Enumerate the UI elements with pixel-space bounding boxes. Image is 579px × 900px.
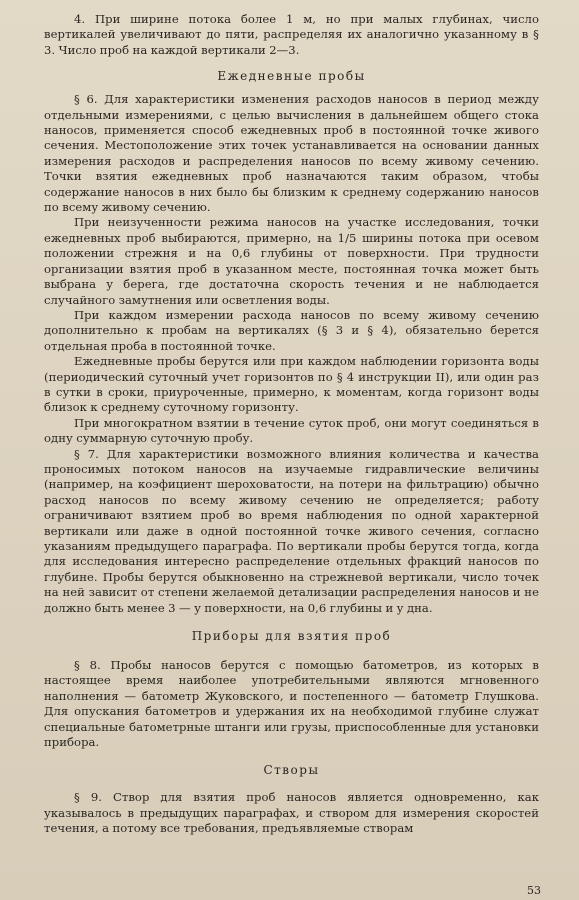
section-heading-daily-samples: Ежедневные пробы <box>217 69 366 84</box>
paragraph-section-6-point-selection: При неизученности режима наносов на участке исследования, точки ежедневных проб выбираются, примерно, на 1/5 ширины потока при осевом положении стрежня и на 0,6 глубины от поверхности. При трудности организации взятия проб в указанном месте, постоянная точка может быть выбрана у берега, где достаточна скорость течения и не наблюдается случайного замутнения или осветления воды. <box>44 215 539 307</box>
paragraph-intro: 4. При ширине потока более 1 м, но при малых глубинах, число вертикалей увеличивают до пяти, распределяя их аналогично указанному в § 3. Число проб на каждой вертикали 2—3. <box>44 12 539 57</box>
section-heading-sections: Створы <box>263 763 320 778</box>
page-number: 53 <box>527 884 541 897</box>
paragraph-section-6-combined-sample: При многократном взятии в течение суток проб, они могут соединяться в одну суммарную суточную пробу. <box>44 415 539 446</box>
paragraph-section-6-daily-timing: Ежедневные пробы берутся или при каждом наблюдении горизонта воды (периодический суточный учет горизонтов по § 4 инструкции II), или один раз в сутки в сроки, приуроченные, примерно, к моментам, когда горизонт воды близок к среднему суточному горизонту. <box>44 354 539 415</box>
section-heading-instruments: Приборы для взятия проб <box>191 629 392 644</box>
paragraph-section-7: § 7. Для характеристики возможного влияния количества и качества проносимых потоком наносов на изучаемые гидравлические величины (например, на коэфициент шероховатости, на потери на фильтрацию) обычно расход наносов по всему живому сечению не определяется; работу ограничивают взятием проб во время наблюдения по одной характерной вертикали или даже в одной постоянной точке живого сечения, согласно указаниям предыдущего параграфа. По вертикали пробы берутся тогда, когда для исследования интересно распределение отдельных фракций наносов по глубине. Пробы берутся обыкновенно на стрежневой вертикали, число точек на ней зависит от степени желаемой детализации распределения наносов и не должно быть менее 3 — у поверхности, на 0,6 глубины и у дна. <box>44 446 539 615</box>
paragraph-section-6-additional-sample: При каждом измерении расхода наносов по всему живому сечению дополнительно к пробам на вертикалях (§ 3 и § 4), обязательно берется отдельная проба в постоянной точке. <box>44 307 539 353</box>
paragraph-section-6: § 6. Для характеристики изменения расходов наносов в период между отдельными измерениями, с целью вычисления в дальнейшем общего стока наносов, применяется способ ежедневных проб в постоянной точке живого сечения. Местоположение этих точек устанавливается на основании данных измерения расходов и распределения наносов по всему живому сечению. Точки взятия ежедневных проб назначаются таким образом, чтобы содержание наносов в них было бы близким к среднему содержанию наносов по всему живому сечению. <box>44 92 539 215</box>
paragraph-section-8: § 8. Пробы наносов берутся с помощью батометров, из которых в настоящее время наиболее употребительными являются мгновенного наполнения — батометр Жуковского, и постепенного — батометр Глушкова. Для опускания батометров и удержания их на необходимой глубине служат специальные батометрные штанги или грузы, приспособленные для установки прибора. <box>44 658 539 750</box>
paragraph-section-9: § 9. Створ для взятия проб наносов является одновременно, как указывалось в предыдущих параграфах, и створом для измерения скоростей течения, а потому все требования, предъявляемые створам <box>44 790 539 836</box>
